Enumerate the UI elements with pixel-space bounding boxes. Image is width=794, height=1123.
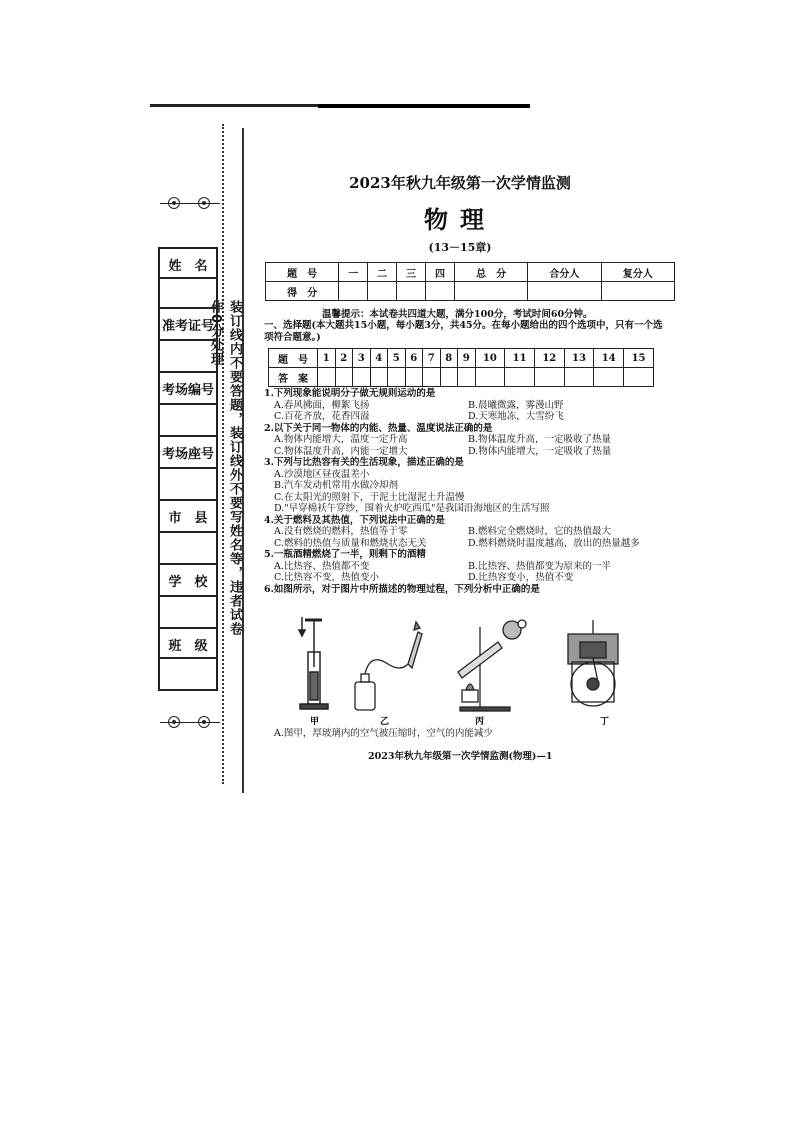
field-name: 姓 名 [160, 249, 216, 279]
option-d: D.物体内能增大，一定吸收了热量 [468, 445, 612, 457]
q6-option-a: A.图甲，厚玻璃内的空气被压缩时，空气的内能减少 [274, 728, 493, 739]
option-b: B.汽车发动机常用水做冷却剂 [274, 480, 399, 491]
field-room-number-blank[interactable] [160, 405, 216, 437]
score-header-cell: 合分人 [528, 263, 601, 282]
field-class-blank[interactable] [160, 659, 216, 689]
score-header-cell: 题 号 [266, 263, 339, 282]
answer-blank-cell[interactable] [353, 368, 371, 387]
questions-block [264, 388, 674, 595]
answer-number-cell: 12 [534, 349, 564, 368]
answer-blank-cell[interactable] [505, 368, 535, 387]
option-a: A.春风拂面，柳絮飞扬 [274, 399, 370, 411]
answer-blank-cell[interactable] [388, 368, 406, 387]
option-d: D."早穿棉袄午穿纱，围着火炉吃西瓜"是我国沿海地区的生活写照 [274, 503, 550, 514]
option-c: C.在太阳光的照射下，干泥土比湿泥土升温慢 [274, 491, 465, 503]
binding-hole-bottom [160, 716, 220, 728]
answer-blank-cell[interactable] [440, 368, 458, 387]
option-b: B.比热容、热值都变为原来的一半 [468, 560, 612, 572]
field-school-blank[interactable] [160, 597, 216, 629]
option-b: B.晨曦微露，雾漫山野 [468, 399, 564, 411]
field-class: 班 级 [160, 629, 216, 659]
answer-table [268, 348, 654, 387]
figure-bing-test-tube [458, 620, 526, 711]
option-c: C.燃料的热值与质量和燃烧状态无关 [274, 537, 427, 549]
score-blank[interactable] [368, 282, 397, 301]
figure-jia-cylinder [299, 617, 328, 709]
field-city-blank[interactable] [160, 533, 216, 565]
score-table [265, 262, 675, 301]
answer-number-cell: 9 [458, 349, 476, 368]
answer-blank-cell[interactable] [594, 368, 624, 387]
answer-number-cell: 6 [405, 349, 423, 368]
answer-number-cell: 15 [624, 349, 654, 368]
option-c: C.百花齐放，花香四溢 [274, 411, 370, 422]
answer-blank-cell[interactable] [370, 368, 388, 387]
option-d: D.燃料燃烧时温度越高，放出的热量越多 [468, 537, 640, 549]
question-stem: 6.如图所示，对于图片中所描述的物理过程，下列分析中正确的是 [264, 583, 540, 595]
student-info-box [158, 247, 218, 691]
option-c: C.物体温度升高，内能一定增大 [274, 445, 408, 457]
score-header-cell: 总 分 [454, 263, 527, 282]
score-blank[interactable] [426, 282, 455, 301]
answer-number-cell: 1 [318, 349, 336, 368]
figure-label-jia: 甲 [310, 717, 320, 727]
answer-number-cell: 10 [475, 349, 505, 368]
answer-number-cell: 3 [353, 349, 371, 368]
field-city: 市 县 [160, 501, 216, 533]
option-a: A.沙漠地区昼夜温差小 [274, 468, 370, 480]
answer-blank-cell[interactable] [318, 368, 336, 387]
option-b: B.物体温度升高，一定吸收了热量 [468, 434, 612, 445]
section-one-heading: 一、选择题(本大题共15小题，每小题3分，共45分。在每小题给出的四个选项中，只有一个选项符合题意。) [264, 320, 663, 343]
score-header-cell: 二 [368, 263, 397, 282]
answer-blank-cell[interactable] [405, 368, 423, 387]
figure-label-ding: 丁 [600, 717, 610, 727]
option-d: D.比热容变小，热值不变 [468, 572, 574, 583]
answer-blank-cell[interactable] [335, 368, 353, 387]
exam-subject: 物理 [424, 205, 496, 234]
answer-number-cell: 11 [505, 349, 535, 368]
question-stem: 1.下列现象能说明分子做无规则运动的是 [264, 388, 436, 399]
answer-number-cell: 5 [388, 349, 406, 368]
figure-label-yi: 乙 [380, 717, 390, 727]
question-stem: 2.以下关于同一物体的内能、热量、温度说法正确的是 [264, 422, 493, 434]
answer-blank-cell[interactable] [475, 368, 505, 387]
answer-blank-cell[interactable] [458, 368, 476, 387]
score-blank[interactable] [339, 282, 368, 301]
binding-hole-top [160, 197, 220, 209]
field-room-number: 考场编号 [160, 373, 216, 405]
exam-chapters: (13－15章) [428, 241, 492, 254]
option-a: A.物体内能增大，温度一定升高 [274, 434, 408, 445]
binding-notice: 装订线内不要答题，装订线外不要写姓名等，违者试卷作0分处理 [208, 300, 242, 636]
answer-number-cell: 14 [594, 349, 624, 368]
field-exam-number-blank[interactable] [160, 341, 216, 373]
answer-number-cell: 2 [335, 349, 353, 368]
score-blank[interactable] [601, 282, 674, 301]
top-rule-bold [318, 104, 530, 108]
field-exam-number: 准考证号 [160, 309, 216, 341]
exam-tip: 温馨提示：本试卷共四道大题，满分100分，考试时间60分钟。 [322, 309, 593, 320]
answer-blank-cell[interactable] [423, 368, 441, 387]
figure-ding-engine [568, 620, 618, 706]
answer-row-label: 答 案 [269, 368, 318, 387]
page-footer: 2023年秋九年级第一次学情监测(物理)—1 [368, 751, 553, 762]
field-school: 学 校 [160, 565, 216, 597]
answer-number-cell: 13 [564, 349, 594, 368]
score-blank[interactable] [528, 282, 601, 301]
answer-number-cell: 8 [440, 349, 458, 368]
q6-figure [290, 612, 650, 727]
option-c: C.比热容不变，热值变小 [274, 572, 379, 583]
score-header-cell: 三 [397, 263, 426, 282]
option-b: B.燃料完全燃烧时，它的热值最大 [468, 526, 612, 537]
exam-title: 2023年秋九年级第一次学情监测 [349, 174, 571, 192]
field-seat-number-blank[interactable] [160, 469, 216, 501]
answer-header-label: 题 号 [269, 349, 318, 368]
answer-blank-cell[interactable] [564, 368, 594, 387]
answer-blank-cell[interactable] [534, 368, 564, 387]
question-stem: 3.下列与比热容有关的生活现象，描述正确的是 [264, 457, 464, 468]
option-d: D.天寒地冻，大雪纷飞 [468, 411, 564, 422]
score-blank[interactable] [454, 282, 527, 301]
option-a: A.没有燃烧的燃料，热值等于零 [274, 526, 408, 537]
score-header-cell: 复分人 [601, 263, 674, 282]
figure-label-bing: 丙 [475, 717, 485, 727]
score-row-label: 得 分 [266, 282, 339, 301]
answer-number-cell: 7 [423, 349, 441, 368]
score-header-cell: 一 [339, 263, 368, 282]
score-header-cell: 四 [426, 263, 455, 282]
answer-number-cell: 4 [370, 349, 388, 368]
option-a: A.比热容、热值都不变 [274, 560, 370, 572]
score-blank[interactable] [397, 282, 426, 301]
question-stem: 5.一瓶酒精燃烧了一半，则剩下的酒精 [264, 549, 426, 560]
field-name-blank[interactable] [160, 279, 216, 309]
answer-blank-cell[interactable] [624, 368, 654, 387]
question-stem: 4.关于燃料及其热值，下列说法中正确的是 [264, 514, 445, 526]
figure-yi-bottle [355, 622, 422, 710]
field-seat-number: 考场座号 [160, 437, 216, 469]
